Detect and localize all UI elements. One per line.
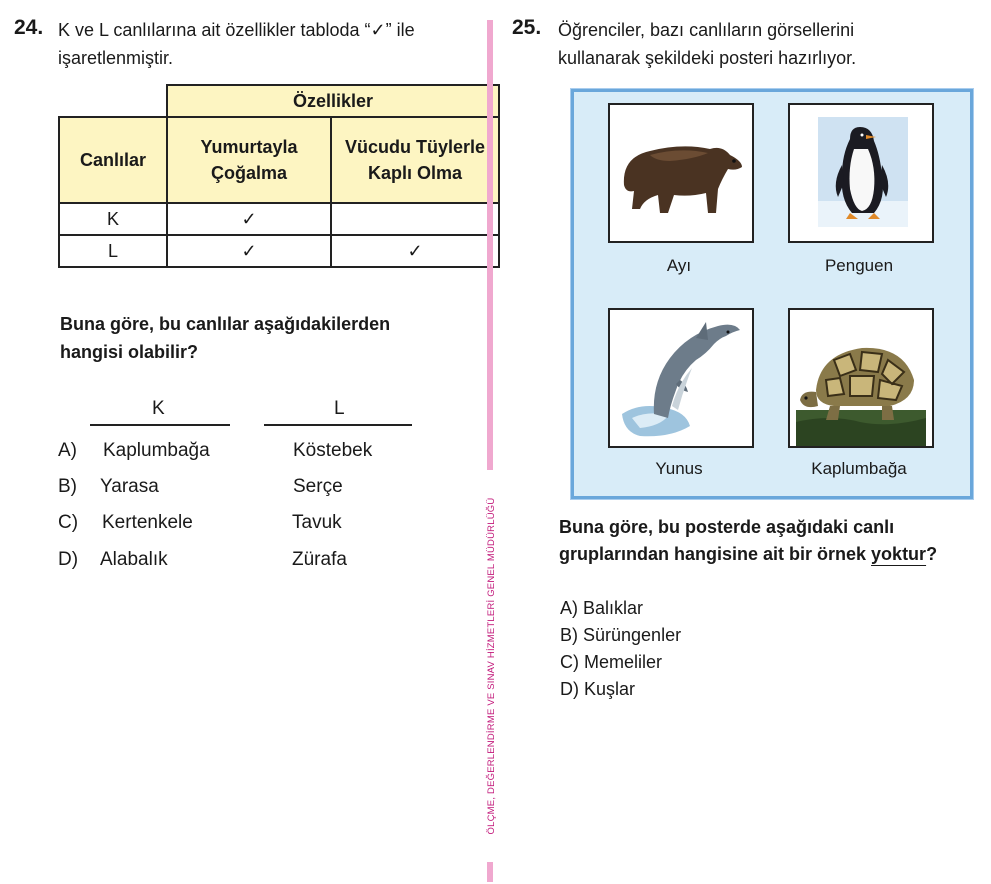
- prompt-question-mark: ?: [926, 544, 938, 564]
- properties-table: [58, 84, 500, 268]
- poster-frame-penguin: [788, 103, 934, 243]
- prompt-emphasis: yoktur: [871, 544, 927, 564]
- option-k-value: Kertenkele: [102, 512, 193, 533]
- question-25-prompt-line2: [559, 540, 937, 569]
- table-cell-name: K: [59, 203, 167, 235]
- q25-option-a[interactable]: A) Balıklar: [560, 598, 644, 618]
- question-25-stem-line2: kullanarak şekildeki posteri hazırlıyor.: [558, 48, 857, 68]
- table-cell-check: ✓: [331, 235, 499, 267]
- column-k-rule: [90, 424, 230, 426]
- table-row: [59, 235, 499, 267]
- caption-tortoise: Kaplumbağa: [811, 459, 907, 478]
- table-group-header: Özellikler: [167, 85, 499, 117]
- table-col-yumurtayla: Yumurtayla Çoğalma: [167, 117, 331, 203]
- table-cell-check: ✓: [167, 203, 331, 235]
- option-k-value: Alabalık: [100, 549, 168, 570]
- caption-dolphin: Yunus: [655, 459, 703, 478]
- q25-option-d[interactable]: D) Kuşlar: [560, 679, 636, 699]
- option-l-value: Tavuk: [292, 512, 342, 533]
- poster-frame-bear: [608, 103, 754, 243]
- option-letter: D): [58, 549, 79, 570]
- question-24-prompt-line2: hangisi olabilir?: [60, 342, 199, 362]
- option-letter: B): [58, 476, 77, 497]
- question-24-stem-line2: işaretlenmiştir.: [58, 48, 174, 68]
- column-label-k: K: [152, 398, 165, 419]
- table-cell-name: L: [59, 235, 167, 267]
- penguin-icon: [790, 105, 932, 241]
- q25-option-c[interactable]: C) Memeliler: [560, 652, 663, 672]
- caption-penguin: Penguen: [824, 256, 894, 275]
- question-24-prompt-line1: Buna göre, bu canlılar aşağıdakilerden: [60, 314, 391, 334]
- option-l-value: Zürafa: [292, 549, 347, 570]
- table-cell-check: ✓: [167, 235, 331, 267]
- poster-frame-tortoise: [788, 308, 934, 448]
- table-col-tuylerle: Vücudu Tüylerle Kaplı Olma: [331, 117, 499, 203]
- question-25-number: 25.: [512, 16, 542, 39]
- bear-icon: [610, 105, 752, 241]
- question-25-stem-line1: Öğrenciler, bazı canlıların görsellerini: [558, 20, 855, 40]
- table-blank-corner: [59, 85, 167, 117]
- tortoise-icon: [790, 310, 932, 446]
- column-l-rule: [264, 424, 412, 426]
- column-label-l: L: [334, 398, 345, 419]
- publisher-text: ÖLÇME, DEĞERLENDİRME VE SINAV HİZMETLERİ GENEL MÜDÜRLÜĞÜ: [486, 497, 497, 835]
- poster-frame-dolphin: [608, 308, 754, 448]
- publisher-vertical-label: [478, 470, 502, 862]
- option-l-value: Köstebek: [293, 440, 373, 461]
- question-24-number: 24.: [14, 16, 44, 39]
- table-col-canlilar: Canlılar: [59, 117, 167, 203]
- option-letter: A): [58, 440, 77, 461]
- option-l-value: Serçe: [293, 476, 343, 497]
- animal-poster: [571, 89, 973, 499]
- option-k-value: Kaplumbağa: [103, 440, 210, 461]
- prompt-text: gruplarından hangisine ait bir örnek: [559, 544, 872, 564]
- caption-bear: Ayı: [666, 256, 692, 275]
- table-row: [59, 203, 499, 235]
- option-k-value: Yarasa: [100, 476, 159, 497]
- option-letter: C): [58, 512, 79, 533]
- question-25-prompt-line1: Buna göre, bu posterde aşağıdaki canlı: [559, 517, 895, 537]
- question-24-stem-line1: K ve L canlılarına ait özellikler tabloda “✓” ile: [58, 20, 415, 40]
- q25-option-b[interactable]: B) Sürüngenler: [560, 625, 682, 645]
- dolphin-icon: [610, 310, 752, 446]
- table-cell-check: [331, 203, 499, 235]
